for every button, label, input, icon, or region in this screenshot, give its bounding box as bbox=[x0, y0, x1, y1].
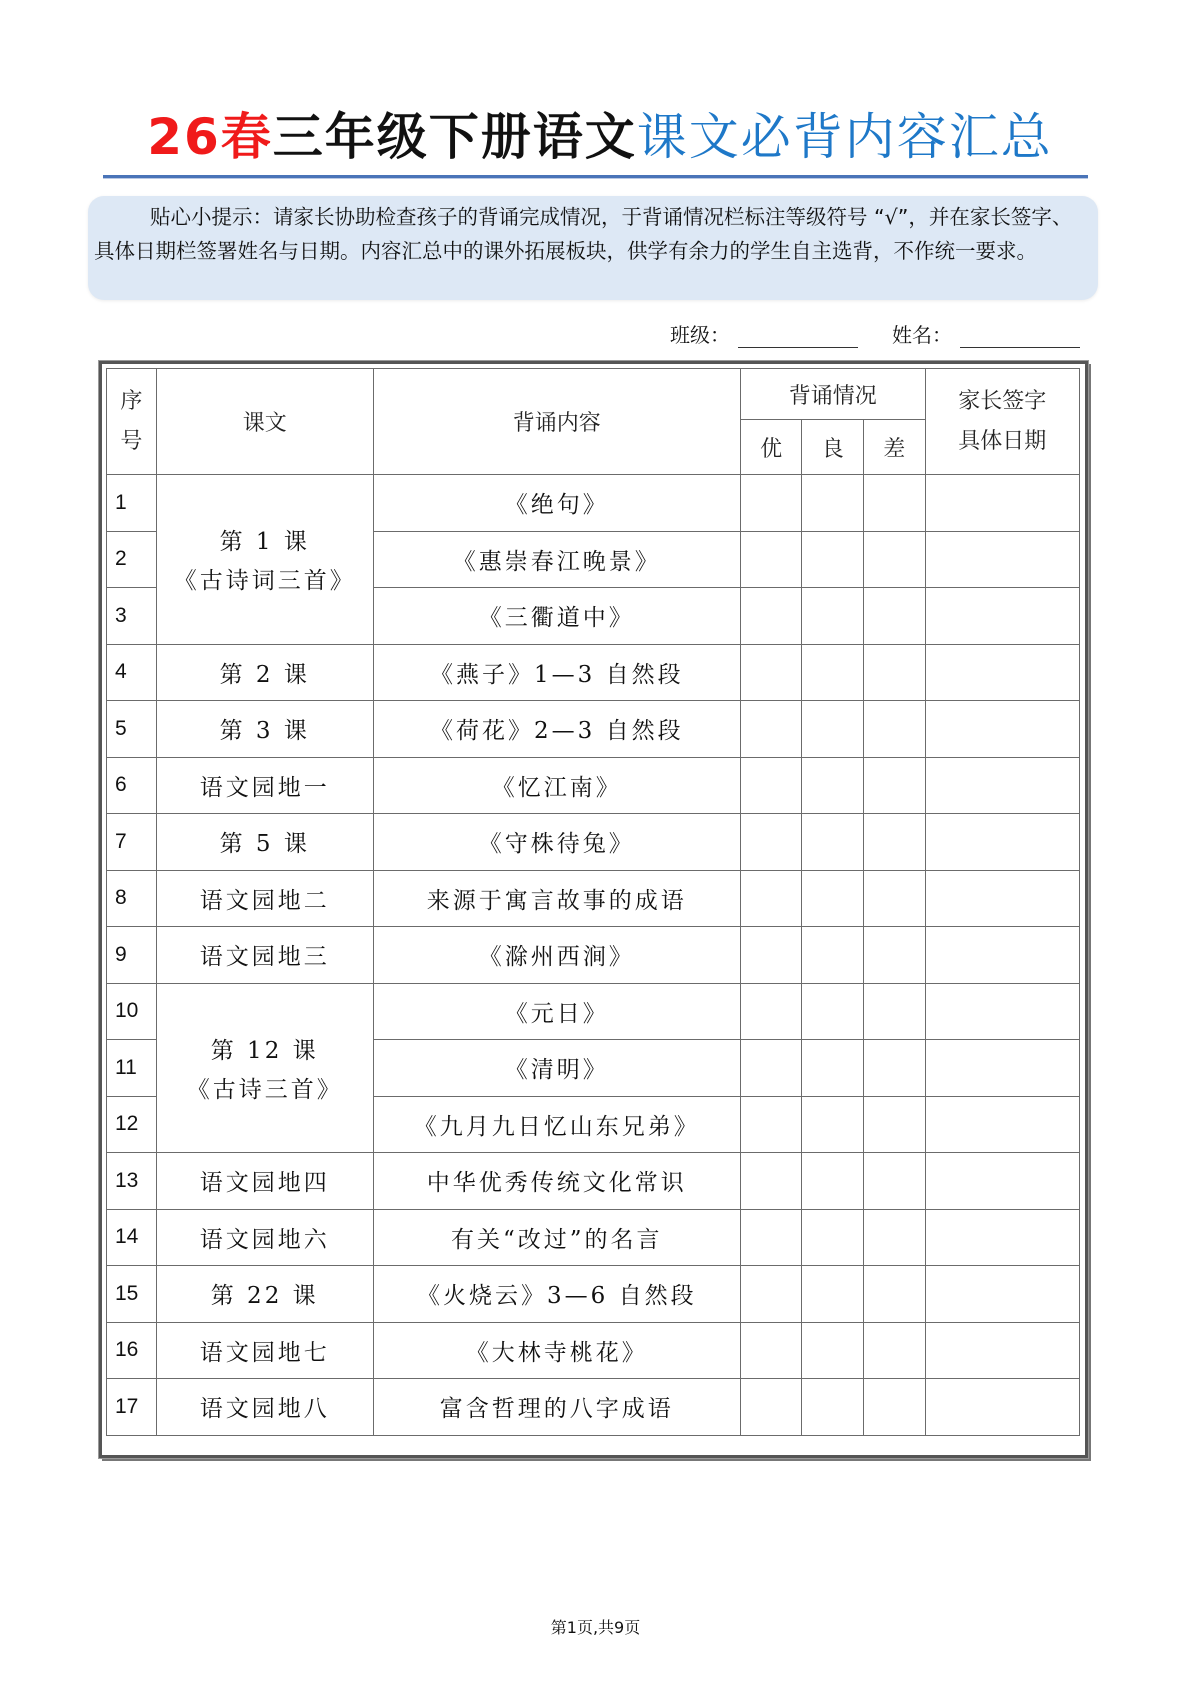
lesson-title: 第 12 课 bbox=[210, 1037, 319, 1064]
status-good-cell[interactable] bbox=[802, 701, 864, 758]
recitation-content: 《清明》 bbox=[373, 1040, 740, 1097]
table-row bbox=[107, 983, 1080, 1040]
status-poor-cell[interactable] bbox=[863, 814, 925, 871]
lesson-cell bbox=[156, 757, 373, 814]
status-excellent-cell[interactable] bbox=[740, 983, 802, 1040]
recitation-content: 《燕子》1—3 自然段 bbox=[373, 644, 740, 701]
row-index: 14 bbox=[107, 1209, 157, 1266]
lesson-cell bbox=[156, 927, 373, 984]
row-index: 3 bbox=[107, 588, 157, 645]
recitation-content: 来源于寓言故事的成语 bbox=[373, 870, 740, 927]
parent-signature-cell[interactable] bbox=[925, 814, 1079, 871]
table-row bbox=[107, 814, 1080, 871]
status-poor-cell[interactable] bbox=[863, 1379, 925, 1436]
parent-signature-cell[interactable] bbox=[925, 1266, 1079, 1323]
parent-signature-cell[interactable] bbox=[925, 1209, 1079, 1266]
recitation-content: 《守株待兔》 bbox=[373, 814, 740, 871]
recitation-content: 《惠崇春江晚景》 bbox=[373, 531, 740, 588]
lesson-cell bbox=[156, 814, 373, 871]
lesson-title: 语文园地三 bbox=[199, 944, 330, 971]
header-level-good: 良 bbox=[802, 420, 864, 475]
parent-signature-cell[interactable] bbox=[925, 1379, 1079, 1436]
status-good-cell[interactable] bbox=[802, 1096, 864, 1153]
recitation-content: 《三衢道中》 bbox=[373, 588, 740, 645]
parent-signature-cell[interactable] bbox=[925, 644, 1079, 701]
lesson-cell bbox=[156, 1266, 373, 1323]
status-excellent-cell[interactable] bbox=[740, 588, 802, 645]
header-level-poor: 差 bbox=[863, 420, 925, 475]
row-index: 4 bbox=[107, 644, 157, 701]
row-index: 6 bbox=[107, 757, 157, 814]
lesson-cell bbox=[156, 1153, 373, 1210]
parent-signature-cell[interactable] bbox=[925, 927, 1079, 984]
recitation-content: 《大林寺桃花》 bbox=[373, 1322, 740, 1379]
parent-signature-cell[interactable] bbox=[925, 870, 1079, 927]
parent-signature-cell[interactable] bbox=[925, 475, 1079, 532]
status-good-cell[interactable] bbox=[802, 475, 864, 532]
status-poor-cell[interactable] bbox=[863, 701, 925, 758]
status-good-cell[interactable] bbox=[802, 1040, 864, 1097]
status-good-cell[interactable] bbox=[802, 1322, 864, 1379]
row-index: 8 bbox=[107, 870, 157, 927]
table-body bbox=[107, 475, 1080, 1436]
status-good-cell[interactable] bbox=[802, 814, 864, 871]
name-field[interactable] bbox=[960, 325, 1080, 348]
status-good-cell[interactable] bbox=[802, 531, 864, 588]
parent-signature-cell[interactable] bbox=[925, 701, 1079, 758]
recitation-content: 有关“改过”的名言 bbox=[373, 1209, 740, 1266]
lesson-subtitle: 《古诗词三首》 bbox=[173, 568, 356, 595]
title-year: 26春 bbox=[147, 108, 273, 166]
status-excellent-cell[interactable] bbox=[740, 1322, 802, 1379]
row-index: 9 bbox=[107, 927, 157, 984]
header-status: 背诵情况 bbox=[740, 369, 925, 420]
parent-signature-cell[interactable] bbox=[925, 1322, 1079, 1379]
title-grade: 三年级下册语文 bbox=[272, 108, 637, 166]
status-excellent-cell[interactable] bbox=[740, 1153, 802, 1210]
lesson-title: 语文园地四 bbox=[199, 1170, 330, 1197]
row-index: 5 bbox=[107, 701, 157, 758]
tip-text: 贴心小提示：请家长协助检查孩子的背诵完成情况，于背诵情况栏标注等级符号 “√”，并在家长签字、具体日期栏签署姓名与日期。内容汇总中的课外拓展板块，供学有余力的学生自主选背，不作统一要求。 bbox=[94, 205, 1073, 263]
recitation-content: 《火烧云》3—6 自然段 bbox=[373, 1266, 740, 1323]
table-row bbox=[107, 701, 1080, 758]
status-excellent-cell[interactable] bbox=[740, 475, 802, 532]
recitation-table bbox=[106, 368, 1080, 1436]
recitation-content: 《九月九日忆山东兄弟》 bbox=[373, 1096, 740, 1153]
lesson-title: 第 5 课 bbox=[219, 831, 310, 858]
lesson-cell bbox=[156, 475, 373, 645]
status-poor-cell[interactable] bbox=[863, 1209, 925, 1266]
lesson-title: 第 2 课 bbox=[219, 661, 310, 688]
status-excellent-cell[interactable] bbox=[740, 870, 802, 927]
status-poor-cell[interactable] bbox=[863, 1040, 925, 1097]
page-number: 第1页,共9页 bbox=[550, 1618, 641, 1637]
lesson-title: 语文园地二 bbox=[199, 887, 330, 914]
status-excellent-cell[interactable] bbox=[740, 757, 802, 814]
parent-signature-cell[interactable] bbox=[925, 983, 1079, 1040]
status-good-cell[interactable] bbox=[802, 1379, 864, 1436]
lesson-title: 第 3 课 bbox=[219, 718, 310, 745]
table-row bbox=[107, 870, 1080, 927]
status-poor-cell[interactable] bbox=[863, 588, 925, 645]
lesson-cell bbox=[156, 644, 373, 701]
lesson-cell bbox=[156, 1379, 373, 1436]
lesson-title: 第 1 课 bbox=[219, 529, 310, 556]
recitation-content: 中华优秀传统文化常识 bbox=[373, 1153, 740, 1210]
table-row bbox=[107, 1209, 1080, 1266]
row-index: 13 bbox=[107, 1153, 157, 1210]
status-poor-cell[interactable] bbox=[863, 644, 925, 701]
recitation-content: 《元日》 bbox=[373, 983, 740, 1040]
table-row bbox=[107, 1379, 1080, 1436]
status-good-cell[interactable] bbox=[802, 1153, 864, 1210]
header-parent: 家长签字 具体日期 bbox=[925, 369, 1079, 475]
status-poor-cell[interactable] bbox=[863, 983, 925, 1040]
name-label: 姓名： bbox=[892, 323, 952, 347]
table-row bbox=[107, 927, 1080, 984]
class-label: 班级： bbox=[670, 323, 730, 347]
tip-box bbox=[88, 196, 1098, 300]
status-good-cell[interactable] bbox=[802, 983, 864, 1040]
row-index: 16 bbox=[107, 1322, 157, 1379]
status-excellent-cell[interactable] bbox=[740, 1096, 802, 1153]
status-poor-cell[interactable] bbox=[863, 475, 925, 532]
lesson-title: 语文园地一 bbox=[199, 774, 330, 801]
recitation-content: 《忆江南》 bbox=[373, 757, 740, 814]
recitation-table-frame bbox=[99, 361, 1088, 1458]
lesson-cell bbox=[156, 701, 373, 758]
parent-signature-cell[interactable] bbox=[925, 588, 1079, 645]
status-excellent-cell[interactable] bbox=[740, 701, 802, 758]
lesson-title: 语文园地七 bbox=[199, 1339, 330, 1366]
lesson-cell bbox=[156, 983, 373, 1153]
status-good-cell[interactable] bbox=[802, 1266, 864, 1323]
status-good-cell[interactable] bbox=[802, 927, 864, 984]
row-index: 15 bbox=[107, 1266, 157, 1323]
header-seq: 序 号 bbox=[107, 369, 157, 475]
table-row bbox=[107, 1153, 1080, 1210]
parent-signature-cell[interactable] bbox=[925, 1153, 1079, 1210]
status-good-cell[interactable] bbox=[802, 757, 864, 814]
recitation-content: 《滁州西涧》 bbox=[373, 927, 740, 984]
status-excellent-cell[interactable] bbox=[740, 1040, 802, 1097]
status-good-cell[interactable] bbox=[802, 644, 864, 701]
status-excellent-cell[interactable] bbox=[740, 1209, 802, 1266]
parent-signature-cell[interactable] bbox=[925, 531, 1079, 588]
recitation-content: 富含哲理的八字成语 bbox=[373, 1379, 740, 1436]
table-row bbox=[107, 644, 1080, 701]
status-poor-cell[interactable] bbox=[863, 531, 925, 588]
status-poor-cell[interactable] bbox=[863, 1266, 925, 1323]
page-title bbox=[100, 102, 1100, 172]
status-excellent-cell[interactable] bbox=[740, 644, 802, 701]
recitation-content: 《绝句》 bbox=[373, 475, 740, 532]
table-row bbox=[107, 475, 1080, 532]
lesson-title: 第 22 课 bbox=[210, 1283, 319, 1310]
status-excellent-cell[interactable] bbox=[740, 531, 802, 588]
title-underline bbox=[103, 175, 1088, 179]
status-poor-cell[interactable] bbox=[863, 870, 925, 927]
header-level-excellent: 优 bbox=[740, 420, 802, 475]
parent-signature-cell[interactable] bbox=[925, 1096, 1079, 1153]
header-content: 背诵内容 bbox=[373, 369, 740, 475]
status-excellent-cell[interactable] bbox=[740, 1266, 802, 1323]
row-index: 1 bbox=[107, 475, 157, 532]
lesson-subtitle: 《古诗三首》 bbox=[186, 1076, 343, 1103]
status-excellent-cell[interactable] bbox=[740, 814, 802, 871]
header-lesson: 课文 bbox=[156, 369, 373, 475]
status-poor-cell[interactable] bbox=[863, 1096, 925, 1153]
lesson-title: 语文园地八 bbox=[199, 1396, 330, 1423]
parent-signature-cell[interactable] bbox=[925, 757, 1079, 814]
student-fields bbox=[670, 318, 1090, 348]
status-good-cell[interactable] bbox=[802, 588, 864, 645]
status-poor-cell[interactable] bbox=[863, 1153, 925, 1210]
status-poor-cell[interactable] bbox=[863, 927, 925, 984]
lesson-cell bbox=[156, 1209, 373, 1266]
lesson-cell bbox=[156, 870, 373, 927]
lesson-cell bbox=[156, 1322, 373, 1379]
row-index: 12 bbox=[107, 1096, 157, 1153]
recitation-content: 《荷花》2—3 自然段 bbox=[373, 701, 740, 758]
row-index: 10 bbox=[107, 983, 157, 1040]
lesson-title: 语文园地六 bbox=[199, 1226, 330, 1253]
parent-signature-cell[interactable] bbox=[925, 1040, 1079, 1097]
title-subject: 课文必背内容汇总 bbox=[636, 108, 1053, 166]
table-row bbox=[107, 1266, 1080, 1323]
table-row bbox=[107, 757, 1080, 814]
status-poor-cell[interactable] bbox=[863, 757, 925, 814]
status-excellent-cell[interactable] bbox=[740, 927, 802, 984]
status-good-cell[interactable] bbox=[802, 870, 864, 927]
row-index: 7 bbox=[107, 814, 157, 871]
class-field[interactable] bbox=[738, 325, 858, 348]
row-index: 2 bbox=[107, 531, 157, 588]
table-row bbox=[107, 1322, 1080, 1379]
row-index: 17 bbox=[107, 1379, 157, 1436]
status-excellent-cell[interactable] bbox=[740, 1379, 802, 1436]
row-index: 11 bbox=[107, 1040, 157, 1097]
status-poor-cell[interactable] bbox=[863, 1322, 925, 1379]
status-good-cell[interactable] bbox=[802, 1209, 864, 1266]
header-row bbox=[107, 369, 1080, 420]
